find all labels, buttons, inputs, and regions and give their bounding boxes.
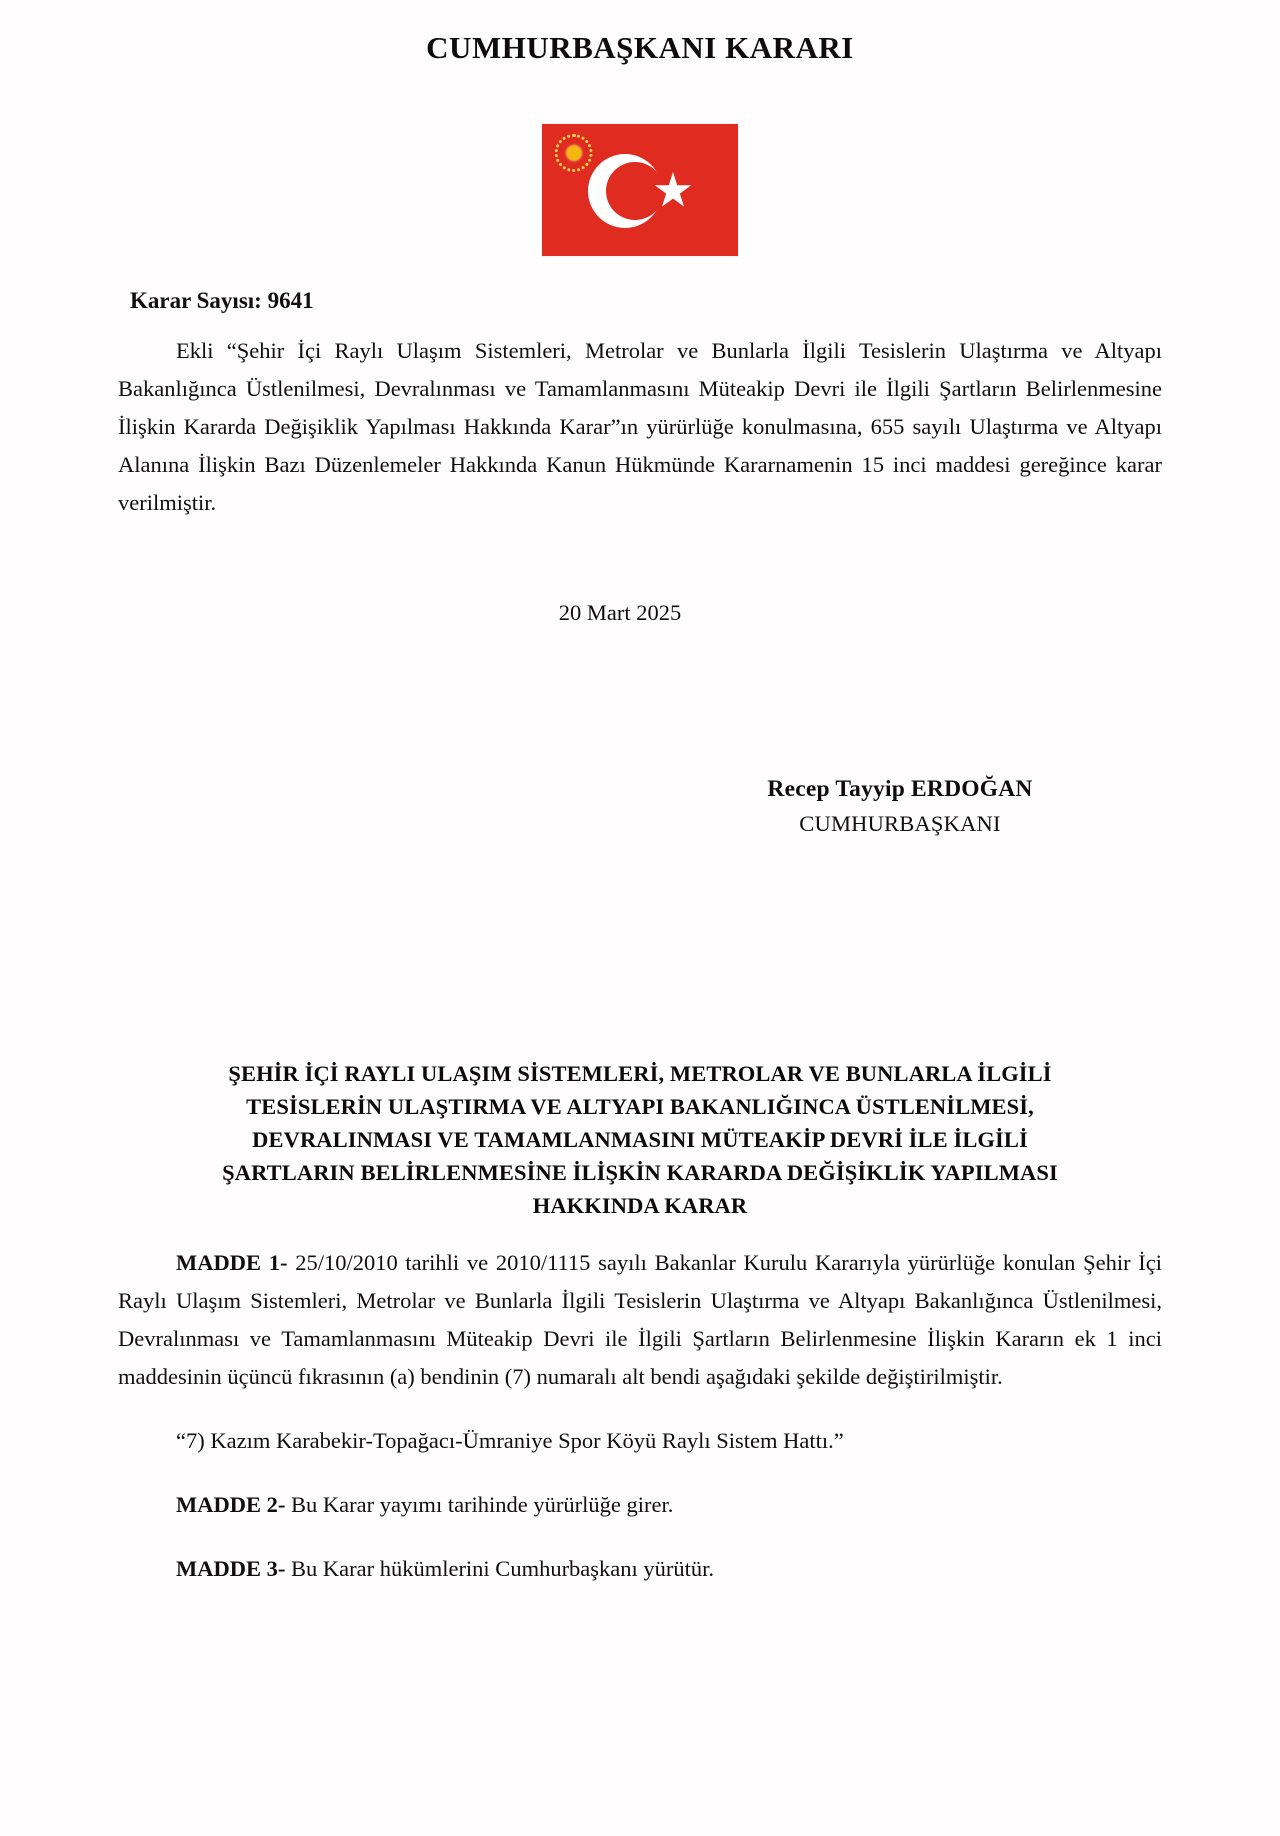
sun-ray bbox=[572, 134, 575, 137]
article-1-text: 25/10/2010 tarihli ve 2010/1115 sayılı Bakanlar Kurulu Kararıyla yürürlüğe konulan Şehir İçi Raylı Ulaşım Sistemleri, Metrolar ve Bunlarla İlgili Tesislerin Ulaştırma ve Altyapı Bakanlığınca Üstlenilmesi, Devralınması ve Tamamlanmasını Müteakip Devri ile İlgili Şartların Belirlenmesine İlişkin Kararın ek 1 inci maddesinin üçüncü fıkrasının (a) bendinin (7) numaralı alt bendi aşağıdaki şekilde değiştirilmiştir. bbox=[118, 1250, 1163, 1389]
sun-ray bbox=[589, 154, 593, 158]
signatory-role: CUMHURBAŞKANI bbox=[799, 811, 1001, 836]
article-2-text: Bu Karar yayımı tarihinde yürürlüğe girer. bbox=[285, 1492, 674, 1517]
sun-ray bbox=[585, 162, 589, 166]
page-title: CUMHURBAŞKANI KARARI bbox=[426, 30, 854, 65]
article-3-text: Bu Karar hükümlerini Cumhurbaşkanı yürütür. bbox=[285, 1556, 715, 1581]
sun-core bbox=[567, 146, 581, 160]
annex-heading-line-2: TESİSLERİN ULAŞTIRMA VE ALTYAPI BAKANLIĞINCA ÜSTLENİLMESİ, bbox=[246, 1094, 1034, 1119]
article-3 bbox=[118, 1550, 1162, 1588]
article-3-label: MADDE 3- bbox=[176, 1556, 286, 1581]
turkish-flag-icon bbox=[542, 124, 738, 256]
decision-date: 20 Mart 2025 bbox=[558, 600, 682, 625]
quoted-clause: “7) Kazım Karabekir-Topağacı-Ümraniye Spor Köyü Raylı Sistem Hattı.” bbox=[176, 1428, 844, 1453]
annex-heading-line-4: ŞARTLARIN BELİRLENMESİNE İLİŞKİN KARARDA DEĞİŞİKLİK YAPILMASI bbox=[222, 1160, 1058, 1185]
signatory-name: Recep Tayyip ERDOĞAN bbox=[767, 776, 1033, 802]
article-2-label: MADDE 2- bbox=[176, 1492, 286, 1517]
sun-ray bbox=[556, 144, 560, 148]
sun-ray bbox=[559, 139, 563, 143]
sun-ray bbox=[555, 154, 559, 158]
sun-ray bbox=[555, 149, 559, 153]
sun-ray bbox=[581, 165, 585, 169]
preamble-paragraph: Ekli “Şehir İçi Raylı Ulaşım Sistemleri, Metrolar ve Bunlarla İlgili Tesislerin Ulaştırma ve Altyapı Bakanlığınca Üstlenilmesi, Devralınması ve Tamamlanmasını Müteakip Devri ile İlgili Şartların Belirlenmesine İlişkin Kararda Değişiklik Yapılması Hakkında Karar”ın yürürlüğe konulmasına, 655 sayılı Ulaştırma ve Altyapı Alanına İlişkin Bazı Düzenlemeler Hakkında Kanun Hükmünde Kararnamenin 15 inci maddesi gereğince karar verilmiştir. bbox=[118, 338, 1162, 515]
sun-ray bbox=[567, 168, 571, 172]
sun-ray bbox=[589, 149, 593, 153]
sun-ray bbox=[572, 169, 575, 172]
annex-heading-line-3: DEVRALINMASI VE TAMAMLANMASINI MÜTEAKİP DEVRİ İLE İLGİLİ bbox=[252, 1127, 1028, 1152]
sun-ray bbox=[567, 134, 571, 138]
signature-block bbox=[118, 776, 1162, 837]
sun-ray bbox=[588, 144, 592, 148]
crescent-cutout bbox=[606, 162, 664, 220]
article-2 bbox=[118, 1486, 1162, 1524]
annex-heading-line-5: HAKKINDA KARAR bbox=[532, 1193, 748, 1218]
annex-heading-line-1: ŞEHİR İÇİ RAYLI ULAŞIM SİSTEMLERİ, METROLAR VE BUNLARLA İLGİLİ bbox=[228, 1061, 1052, 1086]
article-1 bbox=[118, 1244, 1162, 1396]
annex-heading bbox=[118, 1057, 1162, 1222]
sun-ray bbox=[577, 168, 581, 172]
sun-burst-icon bbox=[554, 133, 594, 173]
sun-ray bbox=[562, 136, 566, 140]
decision-number: Karar Sayısı: 9641 bbox=[130, 288, 314, 313]
emblem-container bbox=[118, 124, 1162, 256]
sun-ray bbox=[588, 158, 592, 162]
article-1-label: MADDE 1- bbox=[176, 1250, 288, 1275]
